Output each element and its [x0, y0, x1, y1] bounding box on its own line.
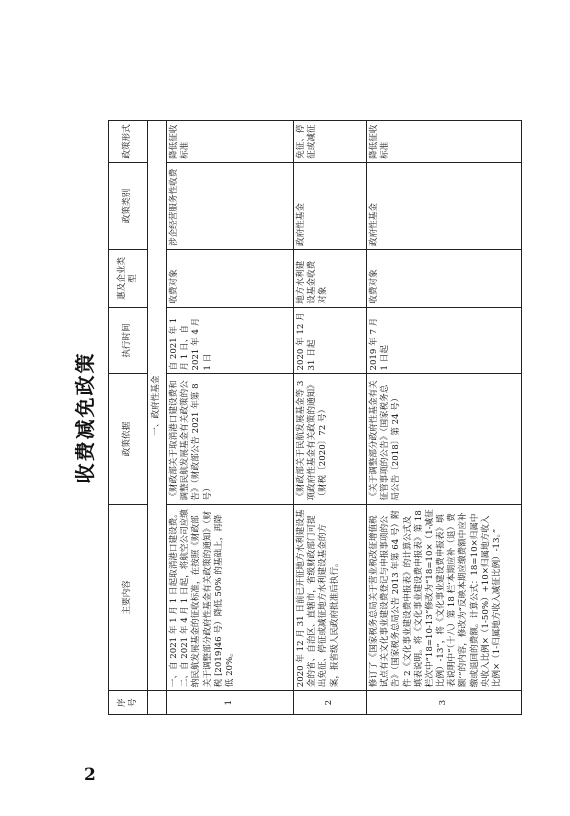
row-effective-time: 自 2021 年 1 月 1 日、自 2021 年 4 月 1 日 — [167, 307, 294, 374]
row-policy-form: 免征、停征或减征 — [294, 121, 367, 163]
page-number: 2 — [84, 765, 96, 785]
row-policy-form: 降低征收标准 — [367, 121, 522, 163]
row-beneficiary-type: 收费对象 — [167, 250, 294, 308]
rotated-page-content — [70, 120, 502, 715]
row-policy-basis — [294, 374, 367, 504]
row-main-line: 修订了《国家税务总局关于营业税改征增值税试点有关文化事业建设费登记与申报事项的公告》（国家税务总局公告 2013 年第 64 号）附件 2《文化事业建设费申报表》的计算公式及填表说明。将《文化事业建设费申报表》第 18 栏次中“18=10-13”修改为“18=10×（1-减征比例）-13”，将《文化事业建设费申报表》填表说明中“（十八）第 18 栏‘本期应补（退）费额’”的内容，修改为“反映本期应缴费额中应补缴或退回的费额。计算公式：18=10×归属中央收入比例×（1-50%）+10×归属地方收入比例×（1-归属地方收入减征比例）-13。” — [369, 509, 502, 688]
row-basis-line: 《财政部关于民航发展基金等 3 项政府性基金有关政策的通知》（财税〔2020〕72 号） — [296, 380, 329, 501]
row-basis-line: 《财政部关于取消港口建设费和调整民航发展基金有关政策的公告》（财政部公告 2021 年第 8 号） — [169, 380, 213, 501]
row-main-line: 2020 年 12 月 31 日前已开征地方水利建设基金的省、自治区、直辖市，省级财政部门可提出免征、停征或减征地方水利建设基金的方案，报省级人民政府批准后执行。 — [296, 509, 340, 688]
page-title: 收费减免政策 — [73, 351, 97, 484]
table-header — [109, 121, 148, 715]
header-basis: 政策依据 — [109, 374, 148, 504]
row-main-content — [294, 504, 367, 691]
row-policy-category: 涉企经营服务性收费 — [167, 162, 294, 249]
table-row — [294, 121, 367, 715]
row-policy-form: 降低征收标准 — [167, 121, 294, 163]
section-row — [148, 121, 167, 715]
row-policy-category: 政府性基金 — [367, 162, 522, 249]
row-policy-category: 政府性基金 — [294, 162, 367, 249]
row-policy-basis — [167, 374, 294, 504]
header-main: 主要内容 — [109, 504, 148, 691]
row-beneficiary-type: 地方水利建设基金收费对象 — [294, 250, 367, 308]
policy-table — [108, 120, 522, 715]
section-seq-cell — [148, 691, 167, 715]
row-seq: 1 — [167, 691, 294, 715]
row-policy-basis — [367, 374, 522, 504]
row-seq: 2 — [294, 691, 367, 715]
table-row — [367, 121, 522, 715]
row-main-content — [367, 504, 522, 691]
row-main-line: 二、自 2021 年 4 月 1 日起，将航空公司应缴纳民航发展基金的征收标准，在按照《财政部关于调整部分政府性基金有关政策的通知》（财税 [2019]46 号）降低 50% 的基础上，再降低 20%。 — [180, 509, 235, 688]
row-beneficiary-type: 收费对象 — [367, 250, 522, 308]
row-seq: 3 — [367, 691, 522, 715]
header-time: 执行时间 — [109, 307, 148, 374]
header-category: 政策类别 — [109, 162, 148, 249]
row-main-content — [167, 504, 294, 691]
row-main-line: 一、自 2021 年 1 月 1 日起取消港口建设费。 — [169, 509, 179, 688]
row-basis-line: 《关于调整部分政府性基金有关征管事项的公告》（国家税务总局公告〔2018〕第 24 号） — [369, 380, 402, 501]
row-effective-time: 2019 年 7 月 1 日起 — [367, 307, 522, 374]
table-row — [167, 121, 294, 715]
header-object: 惠及企业类型 — [109, 250, 148, 308]
row-effective-time: 2020 年 12 月 31 日起 — [294, 307, 367, 374]
header-form: 政策形式 — [109, 121, 148, 163]
section-title: 一、政府性基金 — [148, 121, 167, 691]
header-seq: 序号 — [109, 691, 148, 715]
